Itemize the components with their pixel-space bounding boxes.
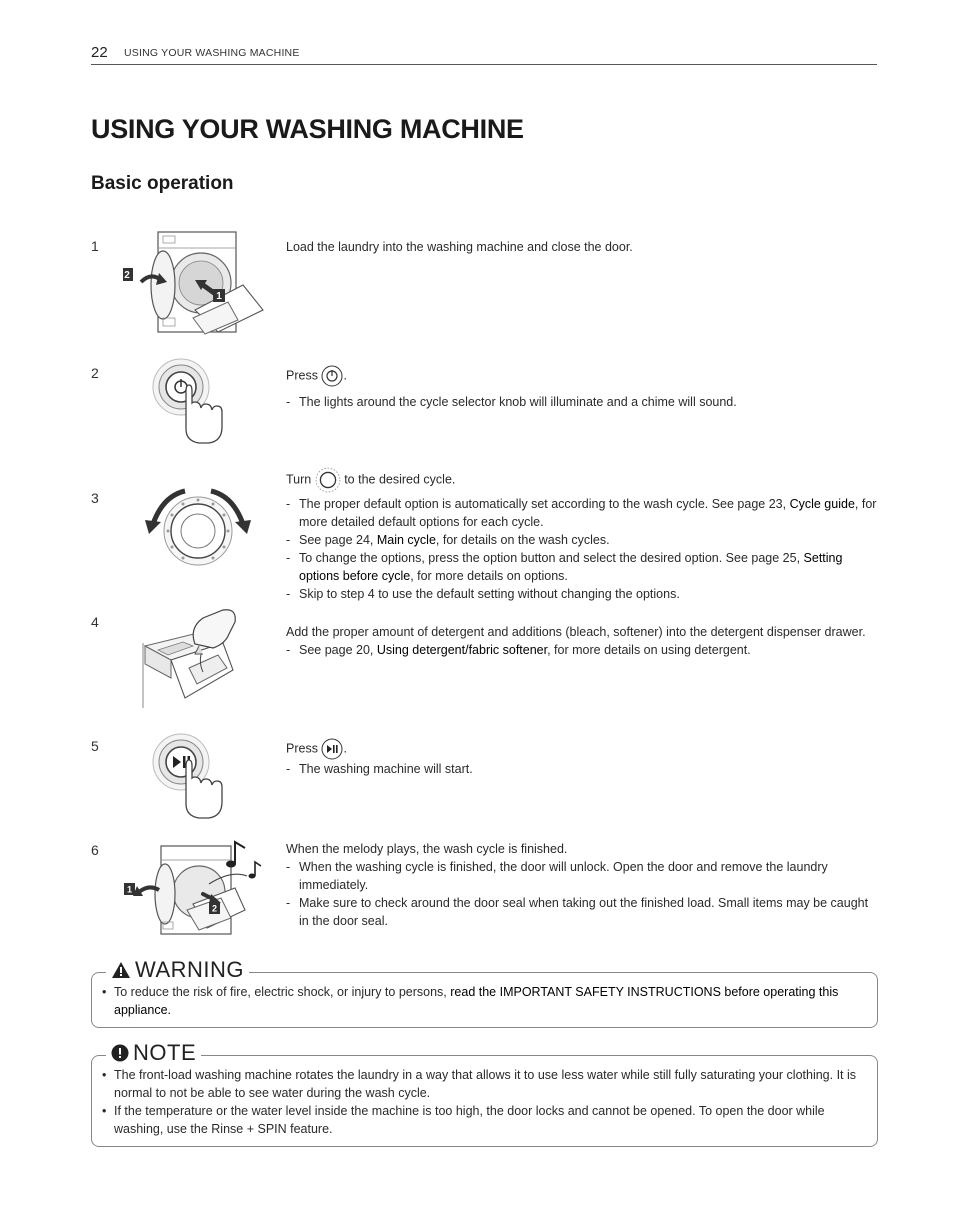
washer-unloading-illustration (123, 836, 273, 951)
step-4-bullet-1: - See page 20, Using detergent/fabric softener, for more details on using detergent. (286, 641, 878, 659)
step-number: 1 (91, 238, 99, 254)
note-exclamation-icon (111, 1044, 129, 1062)
step-number: 6 (91, 842, 99, 858)
step-3-bullet-3: - To change the options, press the option button and select the desired option. See page 25, Setting options before cycle, for more details on options. (286, 549, 878, 585)
note-title: NOTE (133, 1040, 197, 1065)
turn-dial-illustration (123, 484, 273, 599)
callout-1: 1 (126, 884, 133, 895)
step-3-turn: Turn (286, 472, 312, 487)
page-number: 22 (91, 44, 108, 61)
note-box (91, 1040, 878, 1147)
callout-2: 2 (211, 903, 218, 914)
step-6-bullet-1: - When the washing cycle is finished, the door will unlock. Open the door and remove the laundry immediately. (286, 858, 878, 894)
step-3-bullet-1: - The proper default option is automatically set according to the wash cycle. See page 23, Cycle guide, for more detailed default options for each cycle. (286, 495, 878, 531)
step-6-bullet-2: - Make sure to check around the door seal when taking out the finished load. Small items may be caught in the door seal. (286, 894, 878, 930)
warning-item: • To reduce the risk of fire, electric shock, or injury to persons, read the IMPORTANT SAFETY INSTRUCTIONS before operating this appliance. (102, 983, 867, 1019)
start-pause-icon (321, 738, 343, 760)
note-item-2: • If the temperature or the water level inside the machine is too high, the door locks and cannot be opened. To open the door while washing, use the Rinse + SPIN feature. (102, 1102, 867, 1138)
power-button-icon (321, 365, 343, 387)
step-number: 5 (91, 738, 99, 754)
step-5-bullet: - The washing machine will start. (286, 760, 878, 778)
warning-title: WARNING (135, 957, 245, 982)
step-number: 3 (91, 490, 99, 506)
header-section: USING YOUR WASHING MACHINE (124, 47, 300, 59)
section-subtitle: Basic operation (91, 173, 234, 194)
callout-2: 2 (124, 270, 130, 281)
step-4-text: Add the proper amount of detergent and additions (bleach, softener) into the detergent dispenser drawer. (286, 625, 866, 639)
cycle-dial-icon (315, 467, 341, 493)
step-1-text: Load the laundry into the washing machine and close the door. (286, 240, 633, 254)
page-title: USING YOUR WASHING MACHINE (91, 114, 524, 144)
press-start-illustration (123, 732, 273, 847)
washer-loading-illustration (123, 230, 273, 345)
note-header (106, 1040, 201, 1066)
warning-triangle-icon (111, 961, 131, 979)
detergent-drawer-illustration (123, 608, 273, 723)
press-power-illustration (123, 357, 273, 472)
step-number: 2 (91, 365, 99, 381)
page-header (91, 44, 877, 65)
warning-box (91, 957, 878, 1028)
step-5-press: Press (286, 741, 318, 756)
step-2-press: Press (286, 368, 318, 383)
note-item-1: • The front-load washing machine rotates the laundry in a way that allows it to use less water while still fully saturating your clothing. It is normal to not be able to see water during the wash cycle. (102, 1066, 867, 1102)
step-2-bullet: - The lights around the cycle selector knob will illuminate and a chime will sound. (286, 393, 878, 411)
warning-header (106, 957, 249, 983)
step-6-text: When the melody plays, the wash cycle is finished. (286, 842, 568, 856)
step-number: 4 (91, 614, 99, 630)
callout-1: 1 (216, 291, 222, 302)
step-3-bullet-4: - Skip to step 4 to use the default setting without changing the options. (286, 585, 878, 603)
step-3-bullet-2: - See page 24, Main cycle, for details on the wash cycles. (286, 531, 878, 549)
